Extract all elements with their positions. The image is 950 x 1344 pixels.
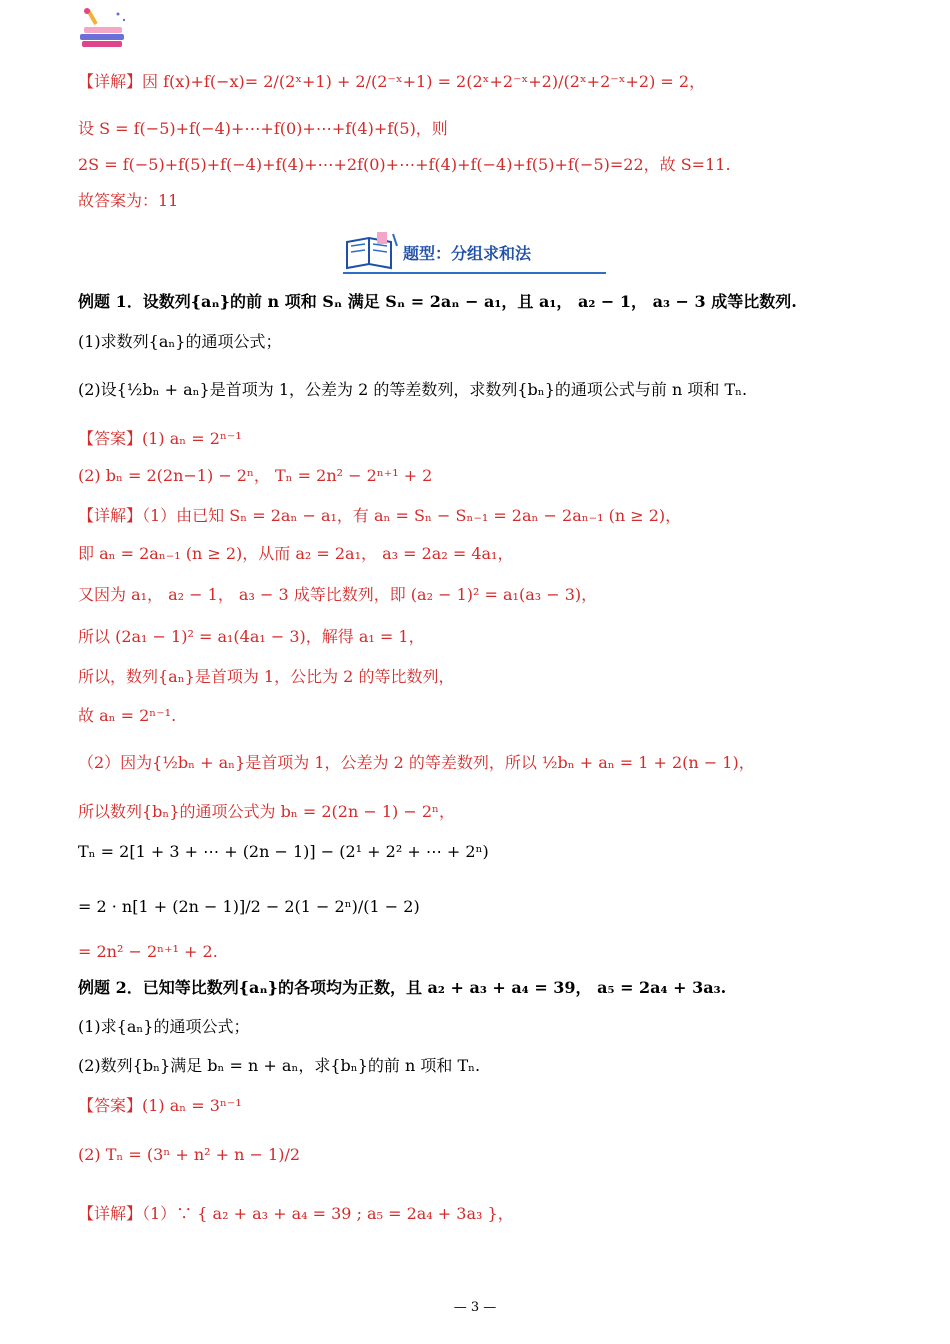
example1-question2: (2)设{½bₙ + aₙ}是首项为 1，公差为 2 的等差数列，求数列{bₙ}的通项公式与前 n 项和 Tₙ.: [78, 380, 748, 399]
books-logo-icon: [78, 8, 130, 50]
example1-detail2: 即 aₙ = 2aₙ₋₁ (n ≥ 2)，从而 a₂ = 2a₁， a₃ = 2a₂ = 4a₁，: [78, 544, 514, 563]
example2-question1: (1)求{aₙ}的通项公式；: [78, 1017, 250, 1036]
section-title: 题型：分组求和法: [403, 244, 532, 263]
example1-detail6: 故 aₙ = 2ⁿ⁻¹.: [78, 706, 177, 725]
example1-question1: (1)求数列{aₙ}的通项公式；: [78, 332, 282, 351]
example1-detail3: 又因为 a₁， a₂ − 1， a₃ − 3 成等比数列，即 (a₂ − 1)² = a₁(a₃ − 3)，: [78, 585, 598, 604]
example1-detail10: = 2 · n[1 + (2n − 1)]/2 − 2(1 − 2ⁿ)/(1 − 2): [78, 897, 420, 916]
top-detail-line3: 2S = f(−5)+f(5)+f(−4)+f(4)+⋯+2f(0)+⋯+f(4)+f(−4)+f(5)+f(−5)=22，故 S=11.: [78, 155, 731, 174]
top-answer: 故答案为：11: [78, 191, 179, 210]
example1-detail7: （2）因为{½bₙ + aₙ}是首项为 1，公差为 2 的等差数列，所以 ½bₙ + aₙ = 1 + 2(n − 1)，: [78, 753, 755, 772]
example1-detail4: 所以 (2a₁ − 1)² = a₁(4a₁ − 3)，解得 a₁ = 1，: [78, 627, 425, 646]
example1-answer1: 【答案】(1) aₙ = 2ⁿ⁻¹: [78, 429, 242, 448]
example2-stem: 例题 2．已知等比数列{aₙ}的各项均为正数，且 a₂ + a₃ + a₄ = 39， a₅ = 2a₄ + 3a₃.: [78, 978, 727, 997]
section-title-underline: [343, 272, 606, 274]
example1-answer2: (2) bₙ = 2(2n−1) − 2ⁿ， Tₙ = 2n² − 2ⁿ⁺¹ + 2: [78, 466, 433, 485]
example2-question2: (2)数列{bₙ}满足 bₙ = n + aₙ，求{bₙ}的前 n 项和 Tₙ.: [78, 1056, 481, 1075]
example2-detail1: 【详解】（1）∵ { a₂ + a₃ + a₄ = 39 ; a₅ = 2a₄ + 3a₃ }，: [78, 1204, 514, 1223]
example1-detail9: Tₙ = 2[1 + 3 + ⋯ + (2n − 1)] − (2¹ + 2² + ⋯ + 2ⁿ): [78, 842, 489, 861]
example1-detail8: 所以数列{bₙ}的通项公式为 bₙ = 2(2n − 1) − 2ⁿ，: [78, 802, 455, 821]
top-detail-line2: 设 S = f(−5)+f(−4)+⋯+f(0)+⋯+f(4)+f(5)，则: [78, 119, 448, 138]
example1-detail1: 【详解】（1）由已知 Sₙ = 2aₙ − a₁，有 aₙ = Sₙ − Sₙ₋₁ = 2aₙ − 2aₙ₋₁ (n ≥ 2)，: [78, 506, 682, 525]
example2-answer2: (2) Tₙ = (3ⁿ + n² + n − 1)/2: [78, 1145, 301, 1164]
top-detail-line1: 【详解】因 f(x)+f(−x)= 2/(2ˣ+1) + 2/(2⁻ˣ+1) = 2(2ˣ+2⁻ˣ+2)/(2ˣ+2⁻ˣ+2) = 2，: [78, 72, 706, 91]
example2-answer1: 【答案】(1) aₙ = 3ⁿ⁻¹: [78, 1096, 242, 1115]
example1-stem: 例题 1．设数列{aₙ}的前 n 项和 Sₙ 满足 Sₙ = 2aₙ − a₁，且 a₁， a₂ − 1， a₃ − 3 成等比数列.: [78, 292, 797, 311]
page-number: — 3 —: [453, 1300, 497, 1315]
example1-detail11: = 2n² − 2ⁿ⁺¹ + 2.: [78, 942, 218, 961]
example1-detail5: 所以，数列{aₙ}是首项为 1，公比为 2 的等比数列，: [78, 667, 455, 686]
